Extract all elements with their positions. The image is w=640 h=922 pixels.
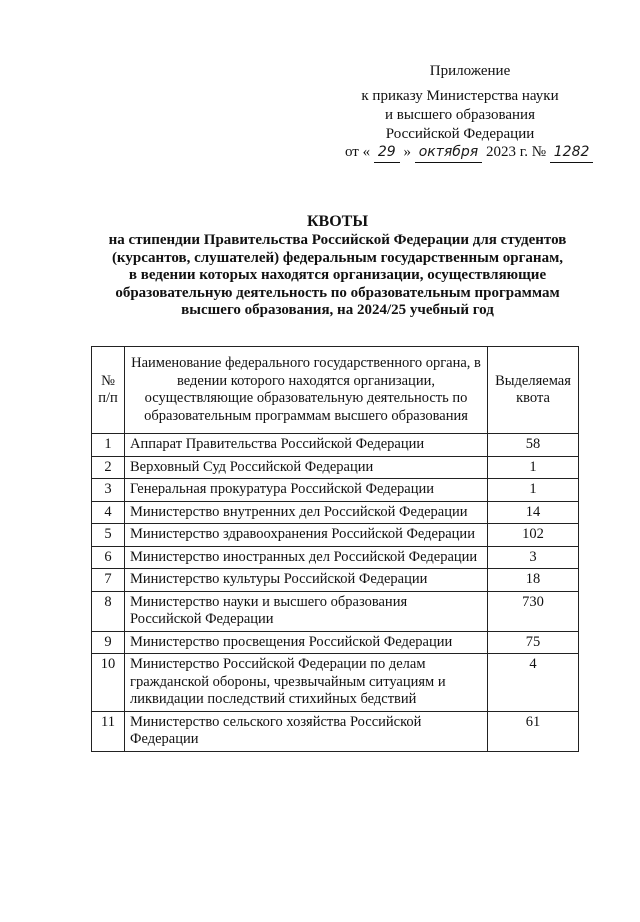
row-num: 8 [92,591,125,631]
row-num: 5 [92,524,125,547]
row-name: Министерство здравоохранения Российской Федерации [125,524,488,547]
row-num: 2 [92,456,125,479]
title-sub-line-2: (курсантов, слушателей) федеральным государственным органам, [111,249,564,266]
title-sub-line-1: на стипендии Правительства Российской Федерации для студентов [108,232,567,248]
title-sub-line-3: в ведении которых находятся организации, осуществляющие [128,267,547,283]
document-title [60,212,615,320]
table-header-row [92,347,579,434]
row-num: 11 [92,711,125,751]
order-date-line [345,142,593,163]
table-row [92,569,579,592]
table-row [92,546,579,569]
appendix-header [300,62,620,144]
row-quota: 4 [488,654,579,712]
row-quota: 75 [488,631,579,654]
row-num: 4 [92,501,125,524]
row-num: 6 [92,546,125,569]
row-name: Министерство сельского хозяйства Российской Федерации [125,711,488,751]
row-name: Генеральная прокуратура Российской Федерации [125,479,488,502]
row-num: 3 [92,479,125,502]
row-name: Аппарат Правительства Российской Федерации [125,434,488,457]
row-name: Министерство просвещения Российской Федерации [125,631,488,654]
date-month-handwritten: октября [415,142,483,163]
row-num: 1 [92,434,125,457]
row-num: 9 [92,631,125,654]
title-sub-line-5: высшего образования, на 2024/25 учебный год [181,302,494,318]
row-quota: 1 [488,456,579,479]
row-num: 10 [92,654,125,712]
row-quota: 58 [488,434,579,457]
row-name: Министерство иностранных дел Российской Федерации [125,546,488,569]
header-num: № п/п [92,347,125,434]
row-name: Министерство культуры Российской Федерации [125,569,488,592]
order-ref-line-2: и высшего образования [385,107,535,123]
date-day-handwritten: 29 [374,142,400,163]
table-row [92,711,579,751]
order-number-handwritten: 1282 [550,142,594,163]
table-row [92,654,579,712]
row-quota: 3 [488,546,579,569]
order-ref-line-3: Российской Федерации [385,126,535,142]
row-quota: 102 [488,524,579,547]
appendix-label: Приложение [429,63,511,79]
table-row [92,456,579,479]
table-row [92,479,579,502]
row-name: Министерство науки и высшего образования Российской Федерации [125,591,488,631]
row-quota: 730 [488,591,579,631]
header-quota: Выделяемая квота [488,347,579,434]
table-row [92,501,579,524]
title-sub-line-4: образовательную деятельность по образовательным программам [115,284,560,301]
title-main: КВОТЫ [306,213,369,230]
date-prefix: от « [345,144,371,160]
row-quota: 61 [488,711,579,751]
row-name: Министерство внутренних дел Российской Федерации [125,501,488,524]
table-row [92,524,579,547]
table-row [92,434,579,457]
table-row [92,631,579,654]
header-name: Наименование федерального государственного органа, в ведении которого находятся организации, осуществляющие образовательную деятельность по образовательным программам высшего образования [125,347,488,434]
row-quota: 1 [488,479,579,502]
table-row [92,591,579,631]
date-year: 2023 г. № [485,144,547,160]
date-mid: » [403,144,411,160]
row-name: Министерство Российской Федерации по делам гражданской обороны, чрезвычайным ситуациям и ликвидации последствий стихийных бедствий [125,654,488,712]
order-ref-line-1: к приказу Министерства науки [361,88,559,104]
row-quota: 18 [488,569,579,592]
row-name: Верховный Суд Российской Федерации [125,456,488,479]
quota-table [91,346,579,752]
row-quota: 14 [488,501,579,524]
row-num: 7 [92,569,125,592]
